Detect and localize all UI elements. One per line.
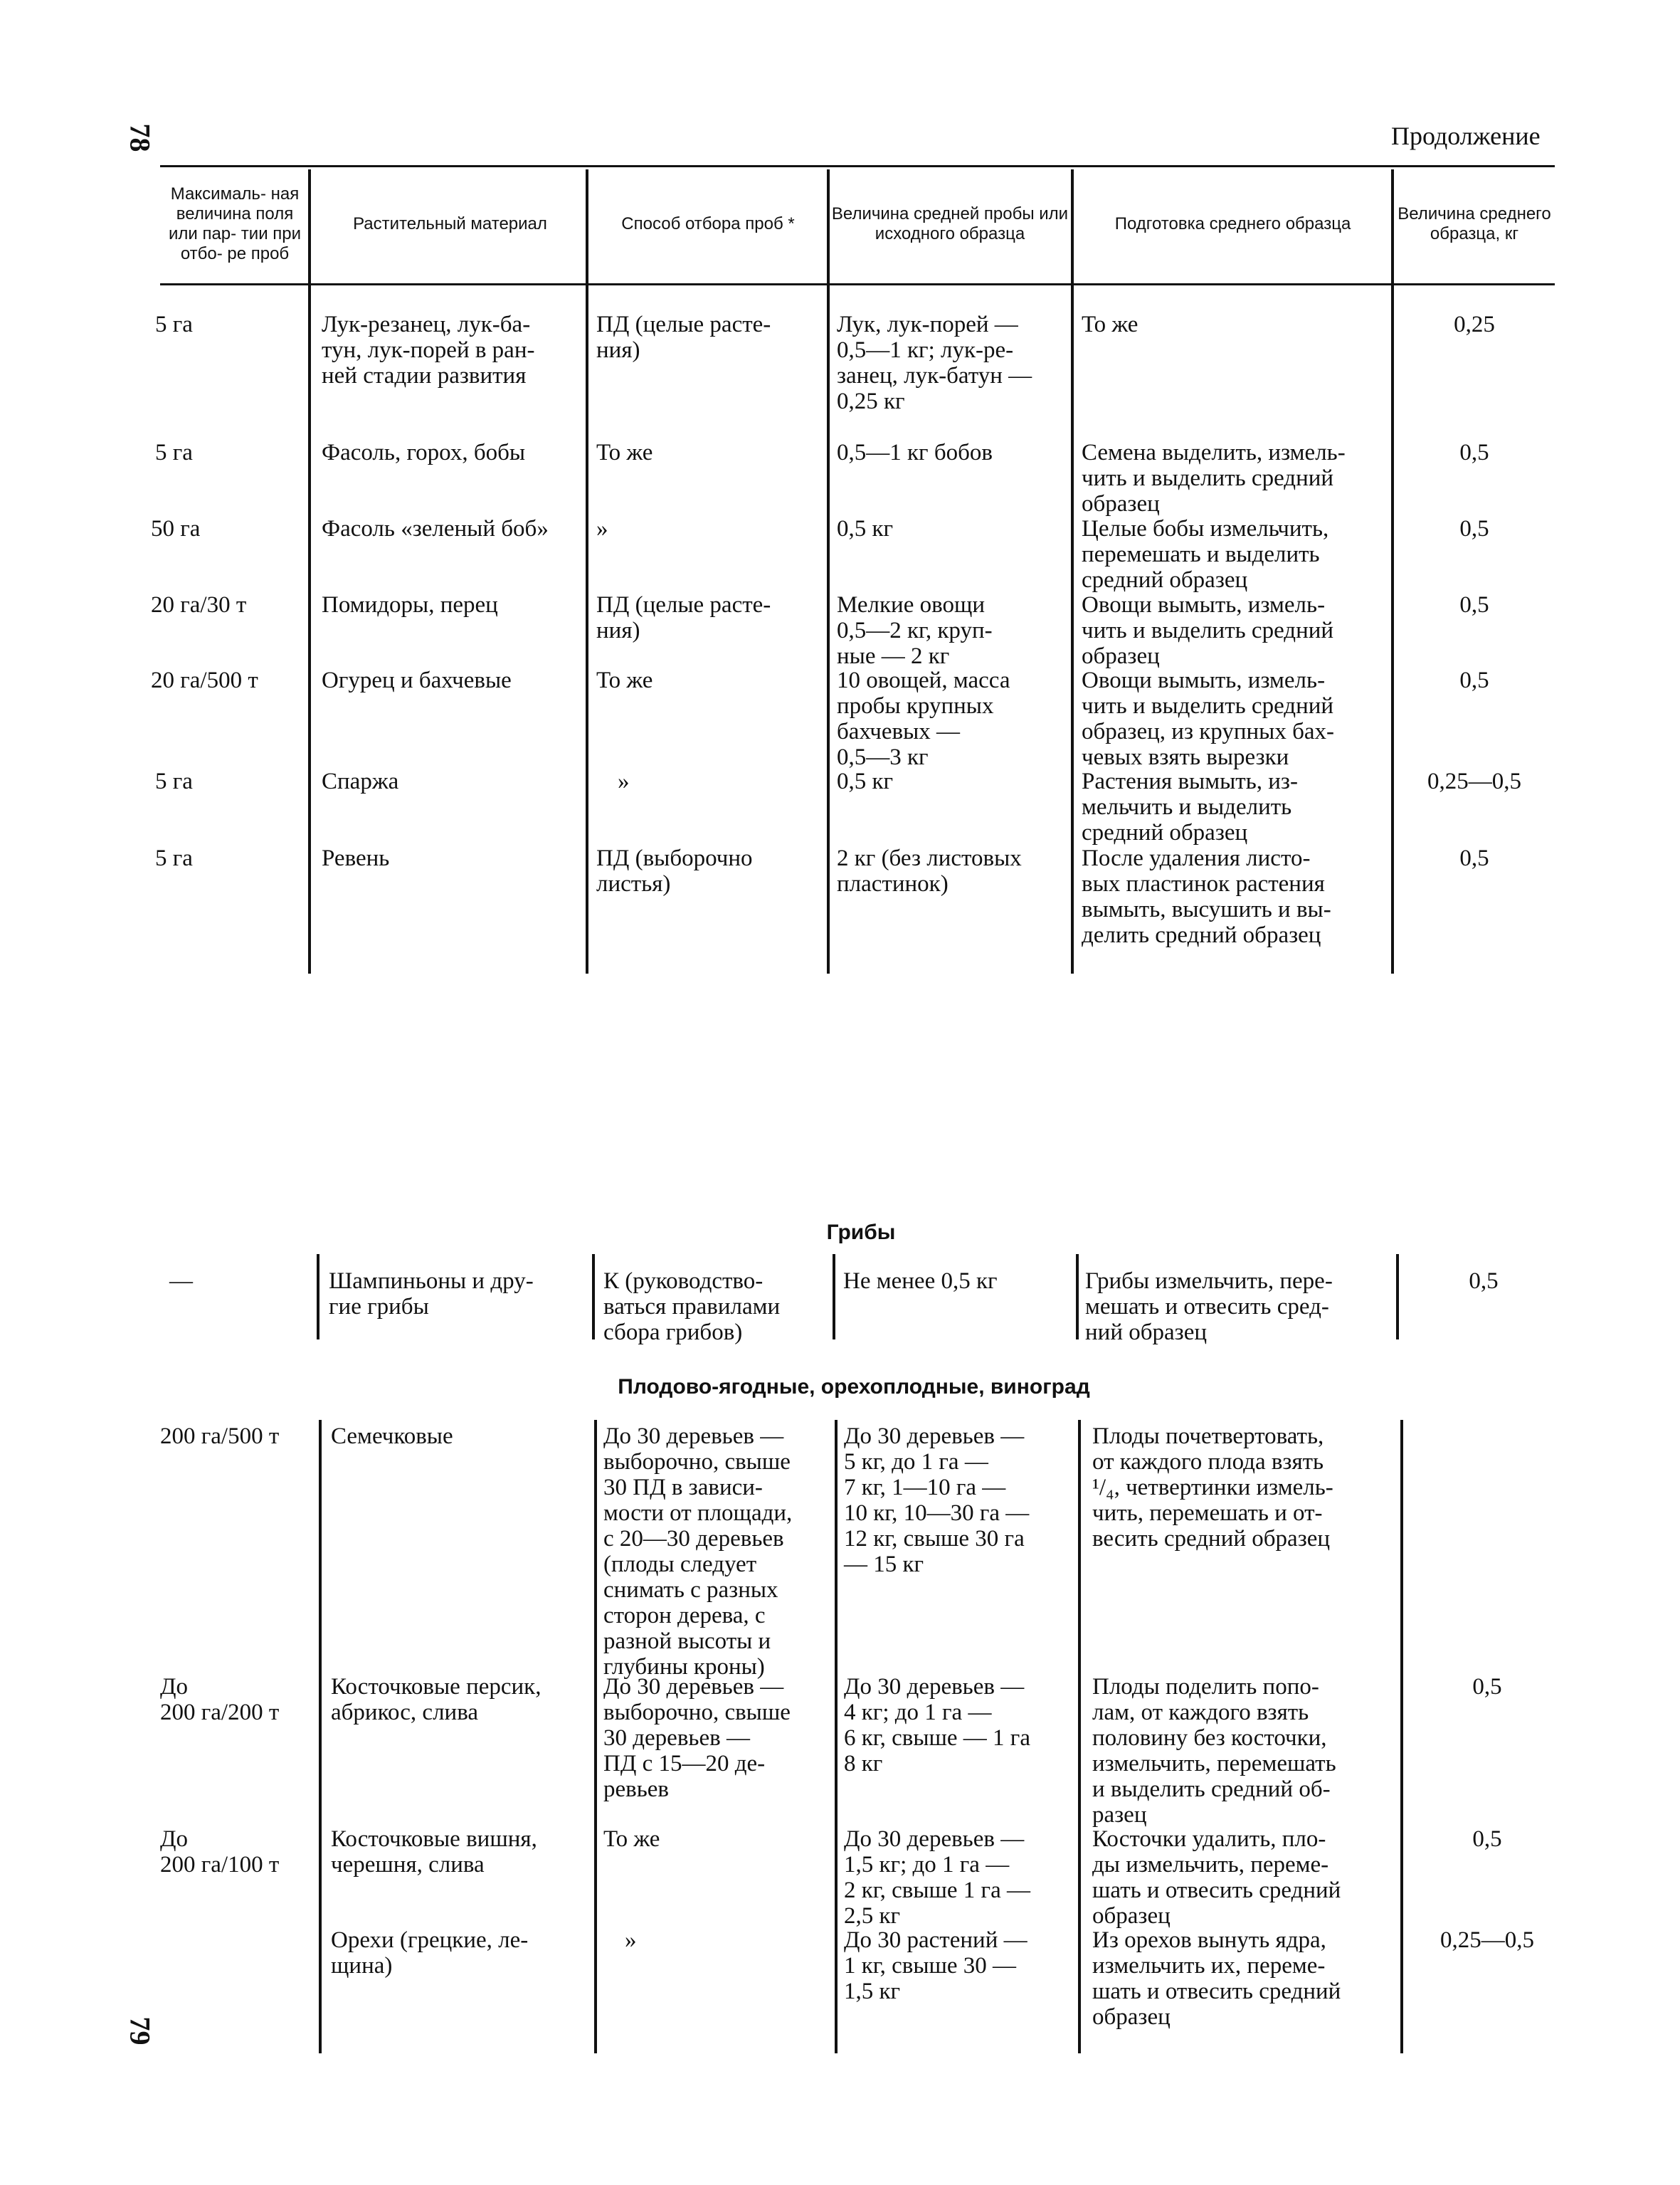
continuation-label: Продолжение	[1391, 122, 1541, 150]
cell-plant: Косточковые персик, абрикос, слива	[331, 1674, 541, 1725]
cell-method: ПД (целые расте- ния)	[596, 312, 771, 363]
cell-preparation: Плоды почетвертовать, от каждого плода взять ¹/₄, четвертинки измель- чить, перемешать и от- весить средний образец	[1092, 1423, 1333, 1552]
mushrooms-col-divider-5	[1396, 1254, 1399, 1339]
fruits-col-divider-4	[1078, 1420, 1081, 2053]
header-sampling-method: Способ отбора проб *	[621, 214, 795, 233]
cell-preparation: Из орехов вынуть ядра, измельчить их, переме- шать и отвесить средний образец	[1092, 1927, 1341, 2030]
col-divider-2	[586, 169, 588, 974]
cell-method: То же	[596, 440, 653, 465]
page-number-bottom: 79	[124, 2016, 157, 2046]
cell-max-field: 20 га/500 т	[151, 668, 258, 693]
cell-average: 0,5	[1472, 1826, 1502, 1852]
cell-average: 0,5	[1469, 1268, 1499, 1294]
cell-max-field: 5 га	[155, 846, 193, 871]
cell-preparation: Растения вымыть, из- мельчить и выделить средний образец	[1082, 769, 1298, 846]
cell-preparation: То же	[1082, 312, 1139, 337]
cell-preparation: Овощи вымыть, измель- чить и выделить средний образец	[1082, 592, 1334, 669]
cell-average: 0,25	[1454, 312, 1495, 337]
cell-method: К (руководство- ваться правилами сбора грибов)	[603, 1268, 781, 1345]
cell-preparation: Целые бобы измельчить, перемешать и выделить средний образец	[1082, 516, 1329, 593]
cell-sample: До 30 деревьев — 1,5 кг; до 1 га — 2 кг, свыше 1 га — 2,5 кг	[844, 1826, 1030, 1929]
cell-plant: Шампиньоны и дру- гие грибы	[329, 1268, 534, 1320]
cell-sample: Лук, лук-порей — 0,5—1 кг; лук-ре- занец, лук-батун — 0,25 кг	[837, 312, 1032, 414]
section-title-fruits: Плодово-ягодные, орехоплодные, виноград	[618, 1375, 1090, 1399]
cell-method: ПД (выборочно листья)	[596, 846, 753, 897]
header-max-field: Максималь- ная величина поля или пар- тии при отбо- ре проб	[168, 184, 302, 263]
header-preparation: Подготовка среднего образца	[1114, 214, 1351, 233]
mushrooms-col-divider-3	[833, 1254, 835, 1339]
cell-max-field: 5 га	[155, 440, 193, 465]
cell-max-field: До 200 га/200 т	[160, 1674, 280, 1725]
cell-max-field: До 200 га/100 т	[160, 1826, 280, 1878]
col-divider-4	[1071, 169, 1074, 974]
cell-preparation: Плоды поделить попо- лам, от каждого взять половину без косточки, измельчить, перемешать и выделить средний об- разец	[1092, 1674, 1336, 1828]
fruits-col-divider-2	[594, 1420, 597, 2053]
cell-plant: Спаржа	[322, 769, 399, 794]
page-number-top: 78	[124, 123, 157, 152]
cell-plant: Ревень	[322, 846, 390, 871]
header-top-rule	[160, 165, 1555, 167]
cell-sample: 10 овощей, масса пробы крупных бахчевых — 0,5—3 кг	[837, 668, 1010, 770]
cell-plant: Фасоль, горох, бобы	[322, 440, 526, 465]
col-divider-5	[1391, 169, 1394, 974]
cell-average: 0,25—0,5	[1427, 769, 1521, 794]
cell-average: 0,25—0,5	[1440, 1927, 1534, 1953]
cell-sample: 2 кг (без листовых пластинок)	[837, 846, 1022, 897]
fruits-col-divider-1	[319, 1420, 322, 2053]
cell-average: 0,5	[1459, 592, 1489, 618]
cell-plant: Косточковые вишня, черешня, слива	[331, 1826, 537, 1878]
cell-plant: Огурец и бахчевые	[322, 668, 512, 693]
header-sample-size: Величина средней пробы или исходного образца	[831, 204, 1069, 243]
cell-method: ПД (целые расте- ния)	[596, 592, 771, 643]
cell-sample: 0,5 кг	[837, 769, 894, 794]
cell-preparation: Овощи вымыть, измель- чить и выделить средний образец, из крупных бах- чевых взять вырезки	[1082, 668, 1334, 770]
cell-plant: Помидоры, перец	[322, 592, 498, 618]
cell-average: 0,5	[1472, 1674, 1502, 1700]
cell-max-field: 5 га	[155, 769, 193, 794]
cell-average: 0,5	[1459, 846, 1489, 871]
cell-sample: 0,5 кг	[837, 516, 894, 542]
cell-average: 0,5	[1459, 516, 1489, 542]
cell-method: То же	[596, 668, 653, 693]
cell-method: До 30 деревьев — выборочно, свыше 30 ПД в зависи- мости от площади, с 20—30 деревьев (плоды следует снимать с разных сторон дерева, с разной высоты и глубины кроны)	[603, 1423, 793, 1680]
fruits-col-divider-5	[1400, 1420, 1403, 2053]
cell-sample: 0,5—1 кг бобов	[837, 440, 993, 465]
cell-max-field: 5 га	[155, 312, 193, 337]
cell-preparation: После удаления листо- вых пластинок растения вымыть, высушить и вы- делить средний образец	[1082, 846, 1331, 948]
cell-sample: До 30 растений — 1 кг, свыше 30 — 1,5 кг	[844, 1927, 1027, 2004]
cell-max-field: —	[169, 1268, 193, 1294]
cell-plant: Фасоль «зеленый боб»	[322, 516, 549, 542]
cell-method: То же	[603, 1826, 660, 1852]
cell-plant: Лук-резанец, лук-ба- тун, лук-порей в ран- ней стадии развития	[322, 312, 535, 389]
cell-max-field: 50 га	[151, 516, 201, 542]
mushrooms-col-divider-4	[1076, 1254, 1079, 1339]
col-divider-3	[827, 169, 830, 974]
cell-plant: Орехи (грецкие, ле- щина)	[331, 1927, 529, 1979]
mushrooms-col-divider-2	[592, 1254, 595, 1339]
header-bottom-rule	[160, 283, 1555, 285]
cell-max-field: 20 га/30 т	[151, 592, 247, 618]
cell-average: 0,5	[1459, 440, 1489, 465]
cell-preparation: Косточки удалить, пло- ды измельчить, переме- шать и отвесить средний образец	[1092, 1826, 1341, 1929]
cell-method: »	[618, 769, 630, 794]
cell-max-field: 200 га/500 т	[160, 1423, 280, 1449]
cell-method: »	[596, 516, 608, 542]
header-average-sample: Величина среднего образца, кг	[1398, 204, 1551, 243]
cell-sample: Мелкие овощи 0,5—2 кг, круп- ные — 2 кг	[837, 592, 993, 669]
cell-sample: До 30 деревьев — 5 кг, до 1 га — 7 кг, 1—10 га — 10 кг, 10—30 га — 12 кг, свыше 30 га — 15 кг	[844, 1423, 1030, 1577]
cell-preparation: Семена выделить, измель- чить и выделить средний образец	[1082, 440, 1346, 517]
cell-sample: До 30 деревьев — 4 кг; до 1 га — 6 кг, свыше — 1 га 8 кг	[844, 1674, 1030, 1776]
section-title-mushrooms: Грибы	[826, 1221, 896, 1244]
cell-average: 0,5	[1459, 668, 1489, 693]
header-plant-material: Растительный материал	[353, 214, 547, 233]
mushrooms-col-divider-1	[317, 1254, 319, 1339]
cell-plant: Семечковые	[331, 1423, 453, 1449]
cell-method: До 30 деревьев — выборочно, свыше 30 деревьев — ПД с 15—20 де- ревьев	[603, 1674, 791, 1802]
col-divider-1	[308, 169, 311, 974]
cell-preparation: Грибы измельчить, пере- мешать и отвесить сред- ний образец	[1085, 1268, 1333, 1345]
cell-sample: Не менее 0,5 кг	[843, 1268, 998, 1294]
cell-method: »	[625, 1927, 637, 1953]
fruits-col-divider-3	[835, 1420, 838, 2053]
